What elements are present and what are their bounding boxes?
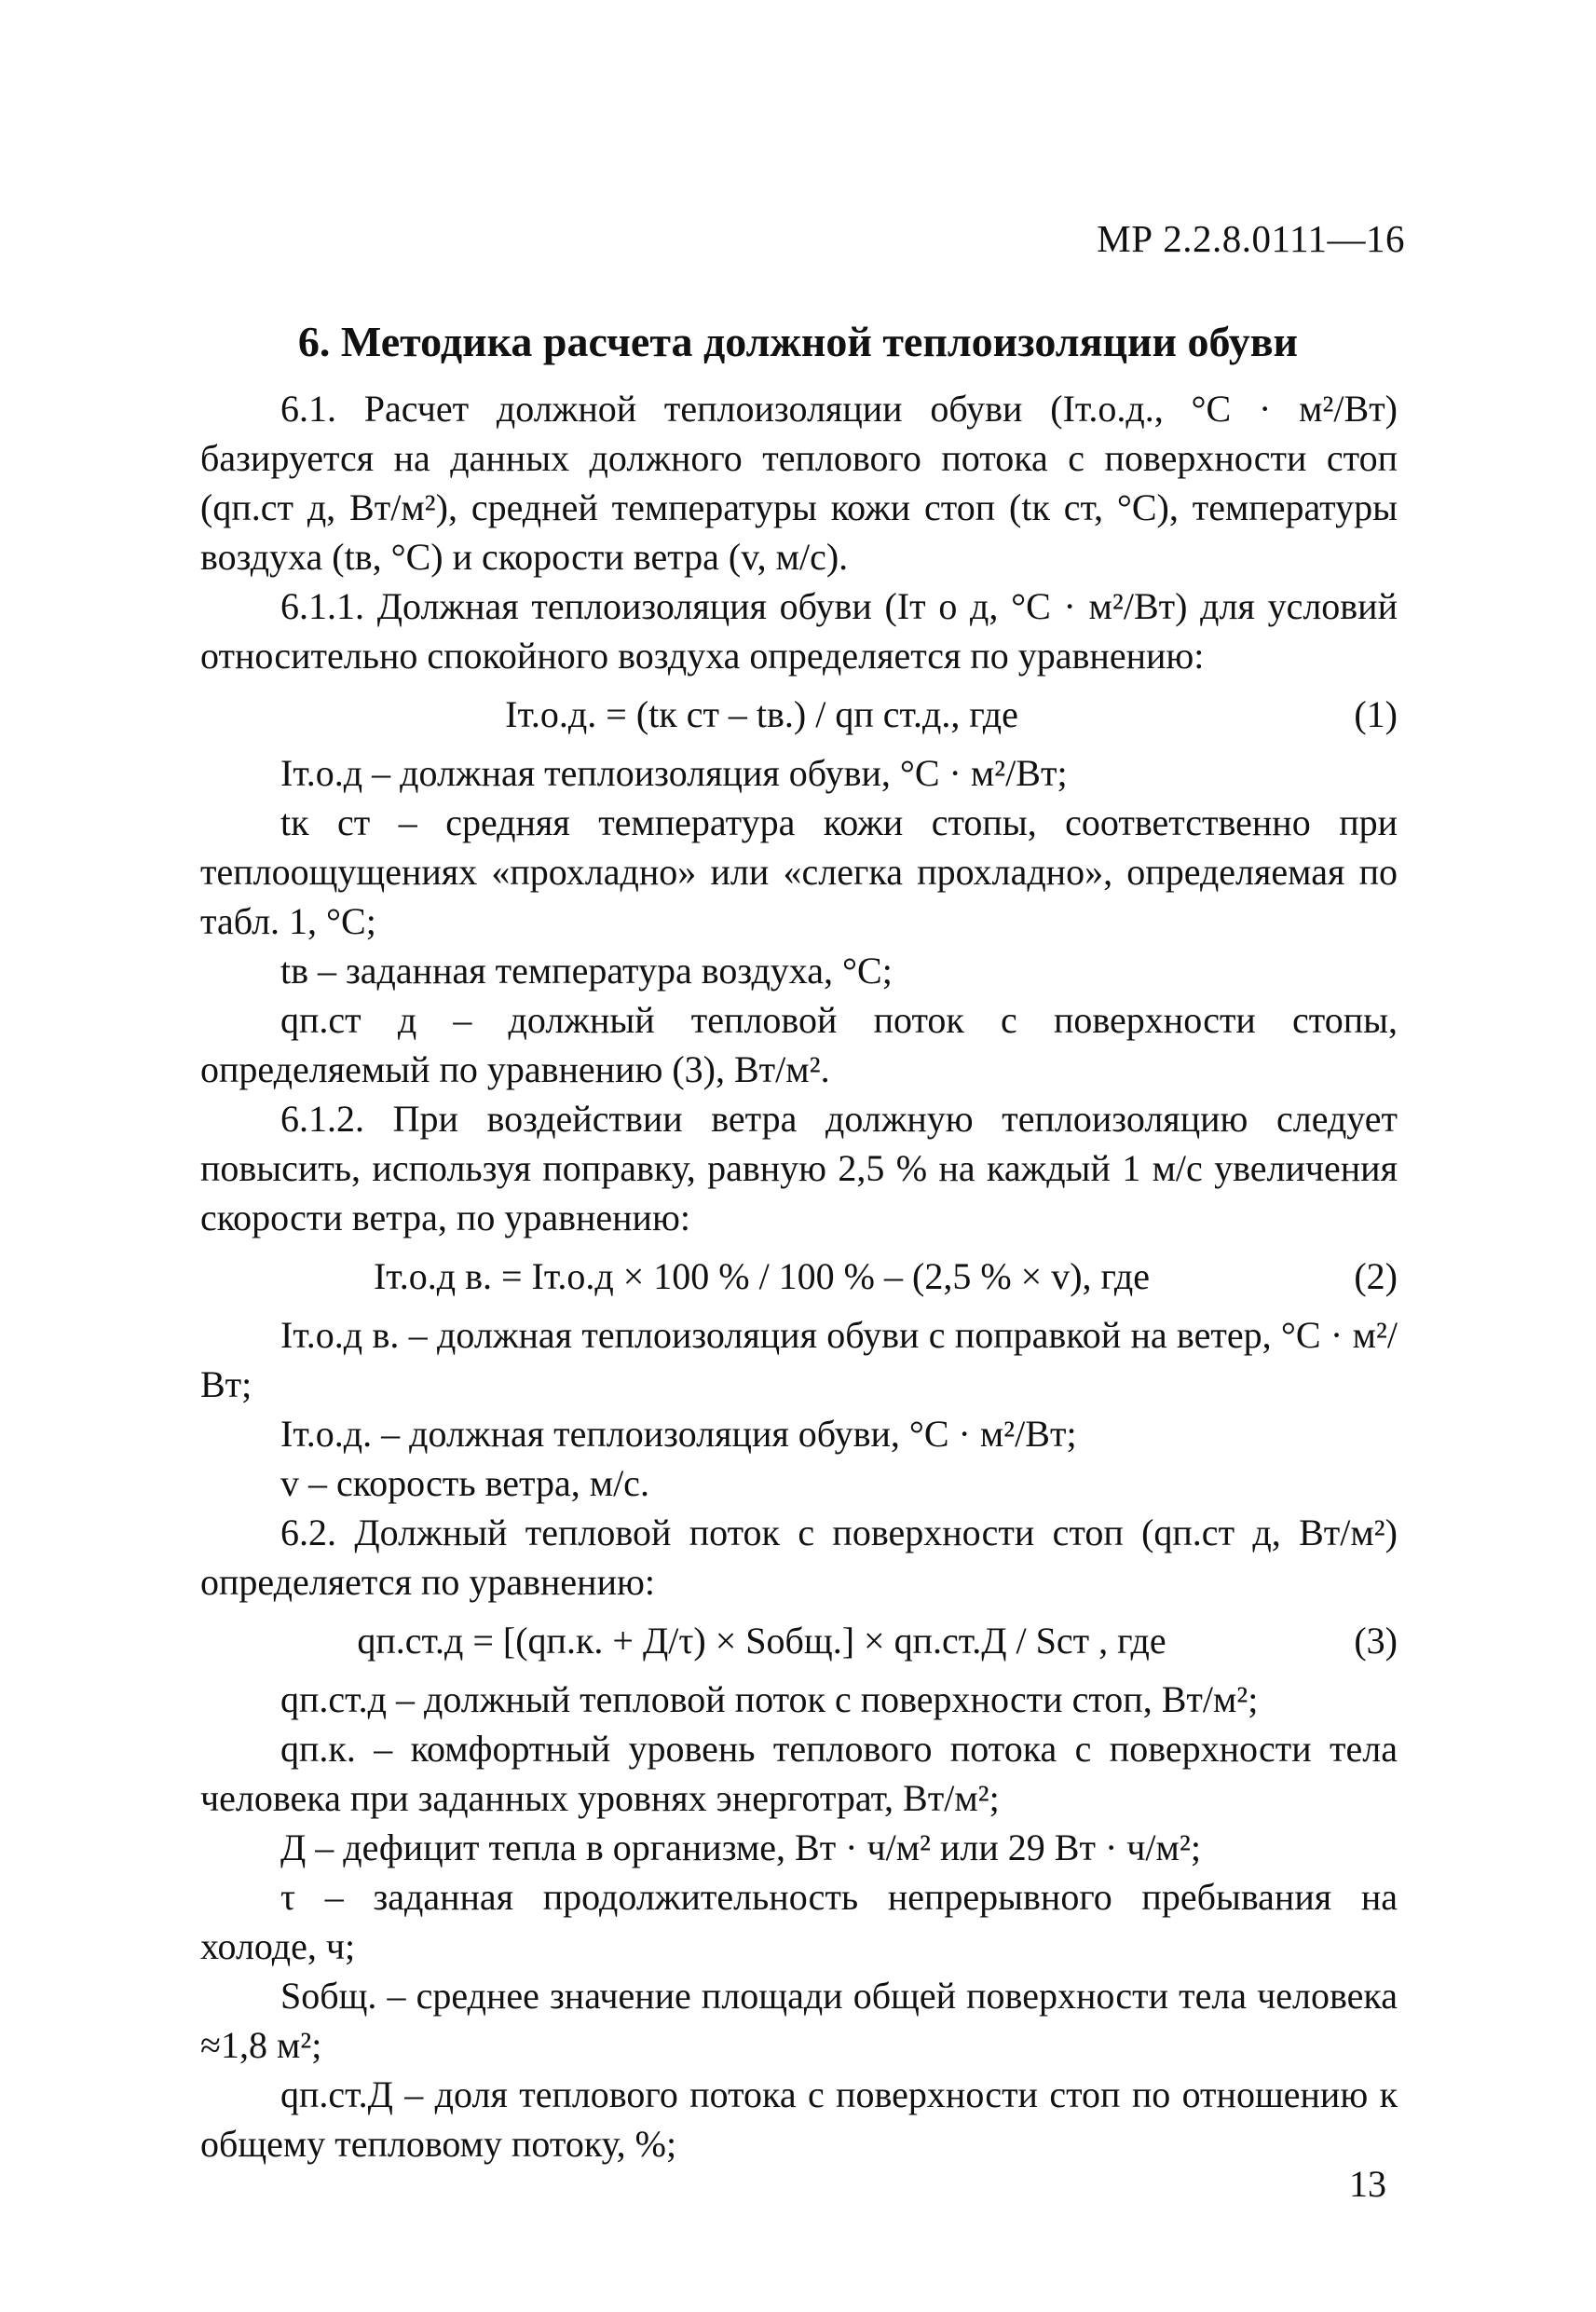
formula-3	[200, 1616, 1398, 1665]
paragraph-6-1-1: 6.1.1. Должная теплоизоляция обуви (Iт о д, °С · м²/Вт) для условий относительно спокойного воздуха определяется по уравнению:	[200, 585, 1398, 677]
definition-2-c: v – скорость ветра, м/с.	[280, 1462, 649, 1504]
definition-1-c: tв – заданная температура воздуха, °С;	[280, 950, 893, 992]
definition-3-b: qп.к. – комфортный уровень теплового потока с поверхности тела человека при заданных уровнях энерготрат, Вт/м²;	[200, 1728, 1398, 1819]
definition-3-f: qп.ст.Д – доля теплового потока с поверхности стоп по отношению к общему тепловому потоку, %;	[200, 2073, 1398, 2165]
formula-3-expression: qп.ст.д = [(qп.к. + Д/τ) × Sобщ.] × qп.ст.Д / Sст , где	[357, 1620, 1166, 1662]
definition-1-b: tк ст – средняя температура кожи стопы, соответственно при теплоощущениях «прохладно» или «слегка прохладно», определяемая по табл. 1, °С;	[200, 801, 1398, 942]
definition-1-a: Iт.о.д – должная теплоизоляция обуви, °С · м²/Вт;	[280, 752, 1068, 794]
definition-2-b: Iт.о.д. – должная теплоизоляция обуви, °С · м²/Вт;	[280, 1413, 1077, 1455]
formula-2	[200, 1252, 1398, 1301]
section-title: 6. Методика расчета должной теплоизоляции обуви	[297, 318, 1299, 365]
document-code: МР 2.2.8.0111—16	[1097, 217, 1405, 260]
formula-2-expression: Iт.о.д в. = Iт.о.д × 100 % / 100 % – (2,5 % × v), где	[373, 1255, 1151, 1297]
page-number: 13	[1349, 2163, 1386, 2205]
formula-1-expression: Iт.о.д. = (tк ст – tв.) / qп ст.д., где	[505, 693, 1018, 735]
formula-2-number: (2)	[1354, 1255, 1398, 1297]
definition-3-a: qп.ст.д – должный тепловой поток с поверхности стоп, Вт/м²;	[280, 1678, 1259, 1720]
formula-1-number: (1)	[1354, 693, 1398, 735]
formula-1	[200, 690, 1398, 739]
formula-3-number: (3)	[1354, 1620, 1398, 1662]
definition-3-c: Д – дефицит тепла в организме, Вт · ч/м² или 29 Вт · ч/м²;	[280, 1826, 1201, 1868]
definition-3-e: Sобщ. – среднее значение площади общей поверхности тела человека ≈1,8 м²;	[200, 1975, 1398, 2066]
body-text	[200, 384, 1398, 2168]
definition-1-d: qп.ст д – должный тепловой поток с поверхности стопы, определяемый по уравнению (3), Вт/м².	[200, 999, 1398, 1090]
definition-3-d: τ – заданная продолжительность непрерывного пребывания на холоде, ч;	[200, 1876, 1398, 1967]
paragraph-6-1: 6.1. Расчет должной теплоизоляции обуви (Iт.о.д., °С · м²/Вт) базируется на данных должного теплового потока с поверхности стоп (qп.ст д, Вт/м²), средней температуры кожи стоп (tк ст, °С), температуры воздуха (tв, °С) и скорости ветра (v, м/с).	[200, 388, 1398, 578]
definition-2-a: Iт.о.д в. – должная теплоизоляция обуви с поправкой на ветер, °С · м²/Вт;	[200, 1314, 1398, 1405]
paragraph-6-1-2: 6.1.2. При воздействии ветра должную теплоизоляцию следует повысить, используя поправку, равную 2,5 % на каждый 1 м/с увеличения скорости ветра, по уравнению:	[200, 1098, 1398, 1238]
paragraph-6-2: 6.2. Должный тепловой поток с поверхности стоп (qп.ст д, Вт/м²) определяется по уравнению:	[200, 1512, 1398, 1603]
